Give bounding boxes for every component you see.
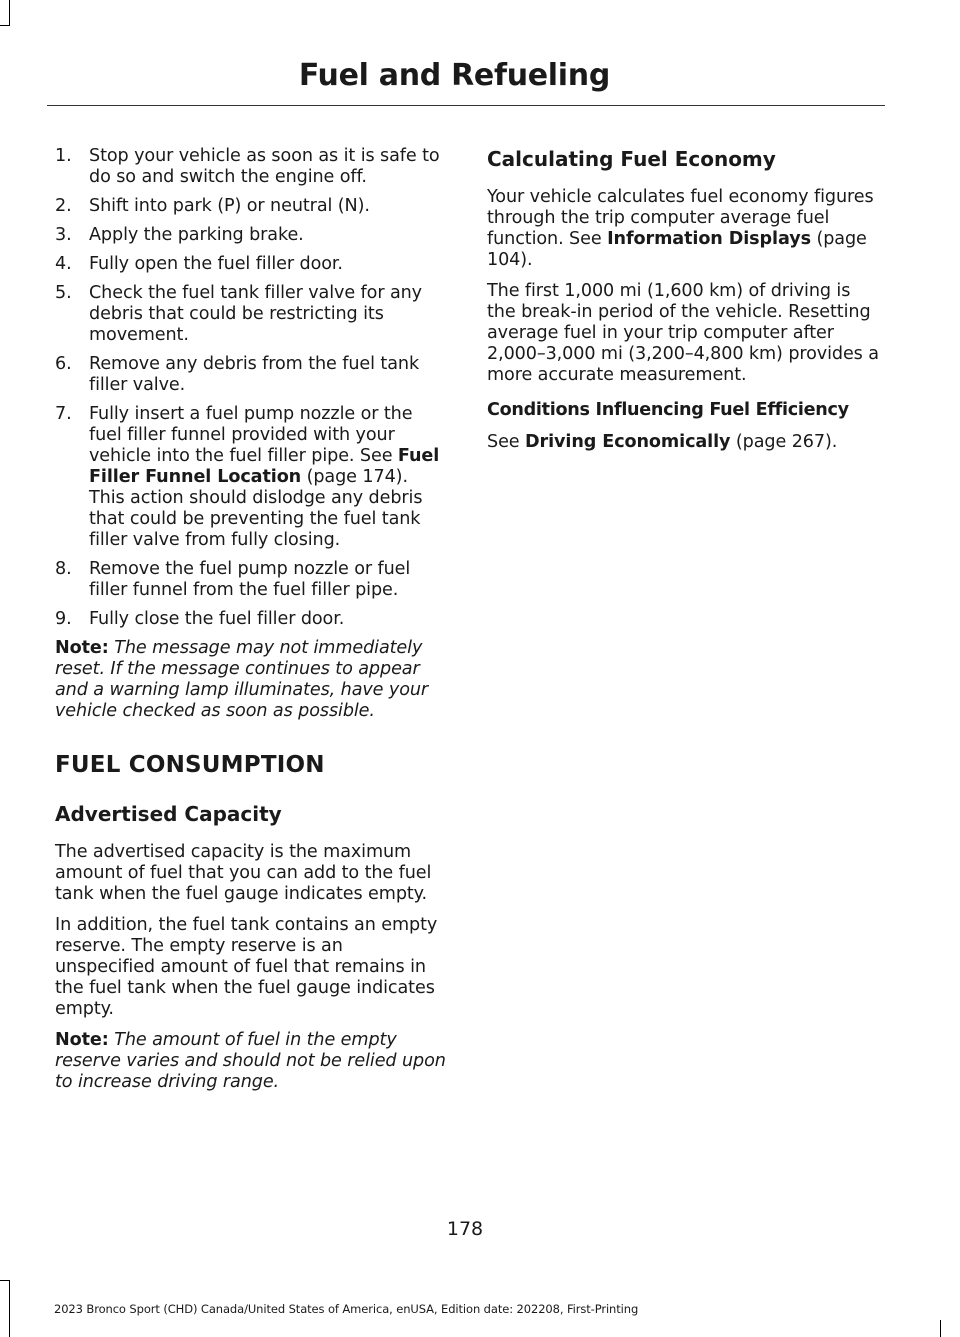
cross-reference-link[interactable]: Fuel Filler Funnel Location (89, 446, 440, 487)
step-number: 5. (55, 283, 72, 303)
step-text: Fully close the fuel filler door. (89, 609, 345, 629)
crop-mark-top-left (9, 0, 10, 26)
note-text: The amount of fuel in the empty reserve varies and should not be relied upon to increase driving range. (55, 1030, 446, 1092)
step-text: (page 174). This action should dislodge any debris that could be preventing the fuel tank filler valve from fully closing. (89, 467, 423, 550)
step-number: 6. (55, 354, 72, 374)
paragraph-text: Your vehicle calculates fuel economy figures through the trip computer average fuel function. See (487, 187, 874, 249)
note-text: The message may not immediately reset. If the message continues to appear and a warning lamp illuminates, have your vehicle checked as soon as possible. (55, 638, 429, 721)
step-item (55, 559, 447, 601)
header-divider (47, 105, 885, 106)
subsection-title-advertised-capacity: Advertised Capacity (55, 802, 282, 826)
paragraph: The advertised capacity is the maximum amount of fuel that you can add to the fuel tank when the fuel gauge indicates empty. (55, 842, 432, 904)
crop-mark-bottom-left-h (0, 1280, 10, 1281)
minor-heading: Conditions Influencing Fuel Efficiency (487, 400, 849, 420)
step-item (55, 609, 447, 630)
crop-mark-bottom-left (9, 1280, 10, 1337)
step-number: 4. (55, 254, 72, 274)
subsection-title-fuel-economy: Calculating Fuel Economy (487, 147, 776, 171)
step-number: 3. (55, 225, 72, 245)
paragraph (487, 432, 880, 453)
note-label: Note: (55, 638, 109, 658)
step-number: 8. (55, 559, 72, 579)
step-text: Remove any debris from the fuel tank filler valve. (89, 354, 420, 395)
paragraph-text: (page 267). (730, 432, 838, 452)
paragraph: The first 1,000 mi (1,600 km) of driving is the break-in period of the vehicle. Resetting average fuel in your trip computer after 2,000–3,000 mi (3,200–4,800 km) provides a more accurate measurement. (487, 281, 879, 385)
step-text: Fully open the fuel filler door. (89, 254, 343, 274)
step-text: Fully insert a fuel pump nozzle or the fuel filler funnel provided with your vehicle into the fuel filler pipe. See (89, 404, 413, 466)
step-number: 1. (55, 146, 72, 166)
paragraph-text: See (487, 432, 526, 452)
step-item (55, 354, 447, 396)
step-item (55, 254, 447, 275)
step-text: Apply the parking brake. (89, 225, 304, 245)
step-item (55, 283, 447, 346)
note-message-reset (55, 638, 447, 722)
step-text: Remove the fuel pump nozzle or fuel filler funnel from the fuel filler pipe. (89, 559, 411, 600)
note-label: Note: (55, 1030, 109, 1050)
procedure-steps (55, 146, 447, 630)
step-item (55, 146, 447, 188)
step-text: Shift into park (P) or neutral (N). (89, 196, 370, 216)
section-title: FUEL CONSUMPTION (55, 752, 325, 778)
crop-mark-top-left-h (0, 25, 10, 26)
cross-reference-link[interactable]: Information Displays (607, 229, 811, 249)
step-item (55, 225, 447, 246)
crop-mark-bottom-right (940, 1320, 941, 1337)
step-number: 9. (55, 609, 72, 629)
note-empty-reserve (55, 1030, 447, 1093)
step-number: 7. (55, 404, 72, 424)
paragraph (487, 187, 880, 271)
cross-reference-link[interactable]: Driving Economically (525, 432, 731, 452)
step-text: Stop your vehicle as soon as it is safe to do so and switch the engine off. (89, 146, 440, 187)
step-item (55, 404, 447, 551)
footer-edition-info: 2023 Bronco Sport (CHD) Canada/United States of America, enUSA, Edition date: 202208, First-Printing (54, 1302, 639, 1316)
page-number: 178 (446, 1218, 484, 1240)
step-number: 2. (55, 196, 72, 216)
left-column (55, 146, 447, 1093)
page-header-title: Fuel and Refueling (298, 58, 610, 93)
paragraph: In addition, the fuel tank contains an empty reserve. The empty reserve is an unspecified amount of fuel that remains in the fuel tank when the fuel gauge indicates empty. (55, 915, 438, 1019)
step-item (55, 196, 447, 217)
paragraph-text: (page 104). (487, 229, 867, 270)
right-column (487, 147, 880, 453)
step-text: Check the fuel tank filler valve for any debris that could be restricting its movement. (89, 283, 422, 345)
